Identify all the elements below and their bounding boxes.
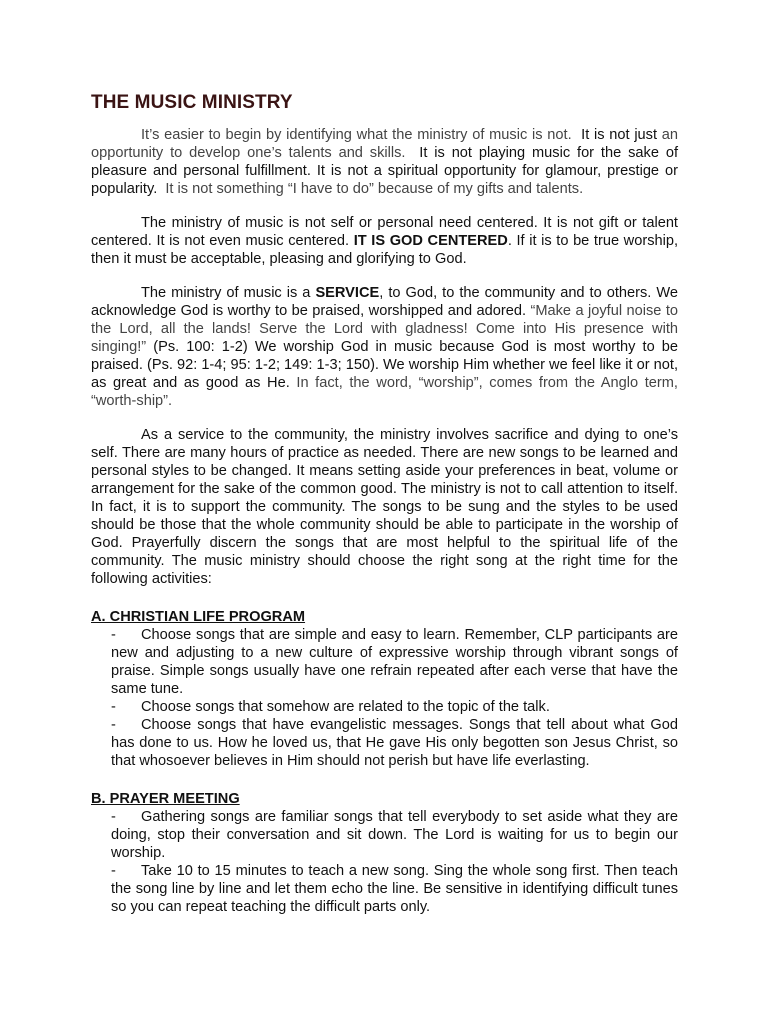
gc-text-1: The ministry of music is not self or personal need centered. It is not gift or talent centered. It is not even music centered.	[91, 215, 678, 249]
intro-sentence-5: It is not something “I have to do” because of my gifts and talents.	[165, 181, 584, 197]
intro-sentence-2: It is not just	[581, 127, 658, 143]
section-b-heading: B. PRAYER MEETING	[91, 791, 240, 807]
gc-emphasis: IT IS GOD CENTERED	[353, 233, 508, 249]
list-item	[111, 862, 678, 916]
paragraph-community: As a service to the community, the ministry involves sacrifice and dying to one’s self. There are many hours of practice as needed. There are new songs to be learned and personal styles to be changed. It means setting aside your preferences in beat, volume or arrangement for the sake of the common good. The ministry is not to call attention to itself. In fact, it is to support the community. The songs to be sung and the styles to be used should be those that the whole community should be able to participate in the worship of God. Prayerfully discern the songs that are most helpful to the spiritual life of the community. The music ministry should choose the right song at the right time for the following activities:	[91, 427, 678, 587]
page-title: THE MUSIC MINISTRY	[91, 92, 293, 113]
svc-worship-note: In fact, the word, “worship”, comes from the Anglo term, “worth-ship”.	[91, 375, 678, 409]
intro-sentence-3: an opportunity to develop one’s talents and skills.	[91, 127, 679, 161]
list-item	[111, 808, 678, 862]
paragraph-intro	[91, 126, 678, 198]
list-item-text: Gathering songs are familiar songs that tell everybody to set aside what they are doing, stop their conversation and sit down. The Lord is waiting for us to begin our worship.	[111, 809, 678, 861]
list-dash: -	[111, 717, 116, 733]
svc-text-1: The ministry of music is a	[141, 285, 311, 301]
list-item-text: Choose songs that are simple and easy to learn. Remember, CLP participants are new and adjusting to a new culture of expressive worship through vibrant songs of praise. Simple songs usually have one refrain repeated after each verse that have the same tune.	[111, 627, 678, 697]
svc-emphasis: SERVICE	[315, 285, 380, 301]
paragraph-service	[91, 284, 678, 410]
section-a-heading: A. CHRISTIAN LIFE PROGRAM	[91, 609, 306, 625]
svc-text-2: , to God, to the community and to others. We acknowledge God is worthy to be praised, worshipped and adored.	[91, 285, 678, 319]
list-dash: -	[111, 699, 116, 715]
document-body	[91, 126, 678, 916]
list-dash: -	[111, 809, 116, 825]
intro-sentence-4: It is not playing music for the sake of pleasure and personal fulfillment. It is not a spiritual opportunity for glamour, prestige or popularity.	[91, 145, 678, 197]
gc-text-2: . If it is to be true worship, then it must be acceptable, pleasing and glorifying to God.	[91, 233, 679, 267]
intro-sentence-1: It’s easier to begin by identifying what the ministry of music is not.	[141, 127, 572, 143]
list-item-text: Choose songs that have evangelistic messages. Songs that tell about what God has done to us. How he loved us, that He gave His only begotten son Jesus Christ, so that whosoever believes in Him should not perish but have life everlasting.	[111, 717, 678, 769]
list-item	[111, 716, 678, 770]
list-dash: -	[111, 627, 116, 643]
list-item-text: Choose songs that somehow are related to the topic of the talk.	[141, 699, 550, 715]
list-item	[111, 626, 678, 698]
list-item	[111, 698, 678, 716]
list-item-text: Take 10 to 15 minutes to teach a new song. Sing the whole song first. Then teach the song line by line and let them echo the line. Be sensitive in identifying difficult tunes so you can repeat teaching the difficult parts only.	[111, 863, 678, 915]
list-dash: -	[111, 863, 116, 879]
svc-quote: “Make a joyful noise to the Lord, all the lands! Serve the Lord with gladness! Come into His presence with singing!”	[91, 303, 678, 355]
paragraph-god-centered	[91, 214, 678, 268]
svc-text-3: (Ps. 100: 1-2) We worship God in music because God is most worthy to be praised. (Ps. 92: 1-4; 95: 1-2; 149: 1-3; 150). We worship Him whether we feel like it or not, as great and as good as He.	[91, 339, 679, 391]
